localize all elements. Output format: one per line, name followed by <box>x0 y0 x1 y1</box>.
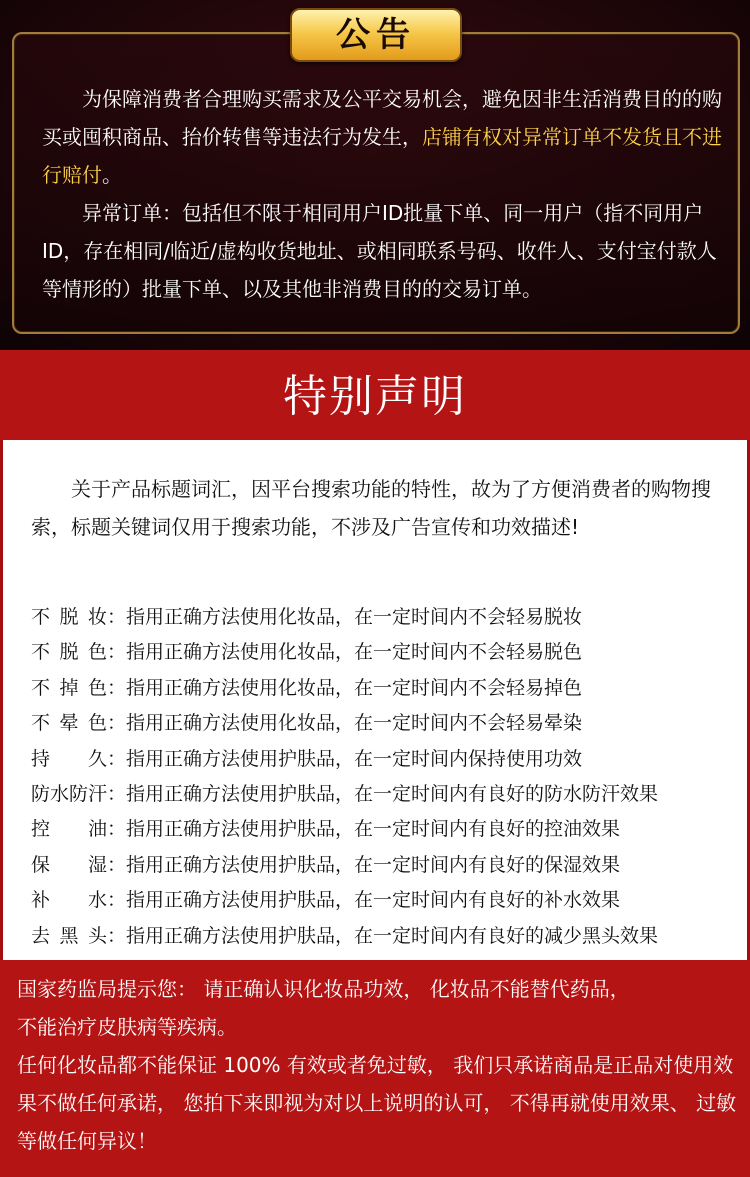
claim-row <box>31 883 747 918</box>
claims-list <box>31 600 747 954</box>
claim-row <box>31 848 747 883</box>
notice-box <box>12 32 740 334</box>
claim-term <box>31 706 107 741</box>
claim-term <box>31 848 107 883</box>
statement-intro <box>31 470 731 546</box>
claim-term-char: 不 <box>31 712 51 735</box>
claim-term-char: 色 <box>87 641 107 664</box>
claim-term-char: 色 <box>87 676 107 699</box>
claim-description: ：指用正确方法使用护肤品，在一定时间内保持使用功效 <box>107 747 583 770</box>
claim-description: ：指用正确方法使用化妆品，在一定时间内不会轻易晕染 <box>107 712 583 735</box>
notice-text <box>42 80 722 308</box>
claim-term-char: 去 <box>31 924 51 947</box>
claim-term <box>31 777 107 812</box>
claim-term <box>31 883 107 918</box>
claim-term-char: 久 <box>87 747 107 770</box>
statement-title: 特别声明 <box>0 350 750 440</box>
footer-line-2: 不能治疗皮肤病等疾病。 <box>17 1015 237 1039</box>
claim-term-char: 脱 <box>59 641 79 664</box>
notice-text-a: 为保障消费者合理购买需求及公平交易机会，避免因非生活消费目的的购买或囤积商品、抬价转售等违法行为发生， <box>42 87 722 149</box>
claim-term-char: 补 <box>31 889 51 912</box>
footer-line-3: 任何化妆品都不能保证 100% 有效或者免过敏， 我们只承诺商品是正品对使用效果不做任何承诺， 您拍下来即视为对以上说明的认可， 不得再就使用效果、 过敏等做任何异议！ <box>17 1053 737 1153</box>
claim-term-char: 色 <box>87 712 107 735</box>
notice-highlight: 店铺有权对异常订单不发货且不进行赔付 <box>42 125 722 187</box>
claim-description: ：指用正确方法使用护肤品，在一定时间内有良好的保湿效果 <box>107 853 621 876</box>
claim-term-char: 掉 <box>59 676 79 699</box>
notice-title: 公告 <box>290 8 462 62</box>
footer-line-1: 国家药监局提示您： 请正确认识化妆品功效， 化妆品不能替代药品， <box>17 977 630 1001</box>
claim-row <box>31 635 747 670</box>
notice-paragraph-1 <box>42 80 722 194</box>
notice-text-c: 。 <box>102 163 122 187</box>
claim-term <box>31 671 107 706</box>
claim-term <box>31 742 107 777</box>
notice-paragraph-2: 异常订单：包括但不限于相同用户ID批量下单、同一用户（指不同用户ID，存在相同/临近/虚构收货地址、或相同联系号码、收件人、支付宝付款人等情形的）批量下单、以及其他非消费目的的交易订单。 <box>42 201 717 301</box>
claim-row <box>31 742 747 777</box>
footer-text <box>17 970 737 1160</box>
statement-intro-text: 关于产品标题词汇，因平台搜索功能的特性，故为了方便消费者的购物搜索，标题关键词仅用于搜索功能，不涉及广告宣传和功效描述! <box>31 477 711 539</box>
claim-description: ：指用正确方法使用护肤品，在一定时间内有良好的防水防汗效果 <box>107 783 659 806</box>
claim-row <box>31 706 747 741</box>
claim-description: ：指用正确方法使用化妆品，在一定时间内不会轻易脱色 <box>107 641 583 664</box>
claim-description: ：指用正确方法使用护肤品，在一定时间内有良好的补水效果 <box>107 889 621 912</box>
notice-section <box>0 0 750 350</box>
claim-term <box>31 812 107 847</box>
claim-term-char: 脱 <box>59 606 79 628</box>
claim-description: ：指用正确方法使用护肤品，在一定时间内有良好的控油效果 <box>107 818 621 841</box>
claim-row <box>31 600 747 635</box>
claim-term <box>31 600 107 635</box>
claim-description: ：指用正确方法使用化妆品，在一定时间内不会轻易掉色 <box>107 676 583 699</box>
claim-term <box>31 919 107 954</box>
claim-term-char: 控 <box>31 818 51 841</box>
claim-row <box>31 671 747 706</box>
claim-term <box>31 635 107 670</box>
claim-term-char: 保 <box>31 853 51 876</box>
claim-term-char: 湿 <box>87 853 107 876</box>
claim-description: ：指用正确方法使用护肤品，在一定时间内有良好的减少黑头效果 <box>107 924 659 947</box>
claim-term-char: 不 <box>31 606 51 628</box>
claim-term-char: 防水防汗 <box>31 783 108 806</box>
claim-term-char: 黑 <box>59 924 79 947</box>
claim-term-char: 头 <box>87 924 107 947</box>
claim-row <box>31 812 747 847</box>
claim-term-char: 油 <box>87 818 107 841</box>
claim-term-char: 晕 <box>59 712 79 735</box>
claim-row <box>31 777 747 812</box>
claim-row <box>31 919 747 954</box>
statement-body <box>3 440 747 960</box>
claim-term-char: 妆 <box>87 606 107 628</box>
footer-section <box>0 960 750 1177</box>
claim-term-char: 水 <box>87 889 107 912</box>
claim-term-char: 不 <box>31 641 51 664</box>
claim-term-char: 不 <box>31 676 51 699</box>
claim-term-char: 持 <box>31 747 51 770</box>
claim-description: ：指用正确方法使用化妆品，在一定时间内不会轻易脱妆 <box>107 606 583 628</box>
